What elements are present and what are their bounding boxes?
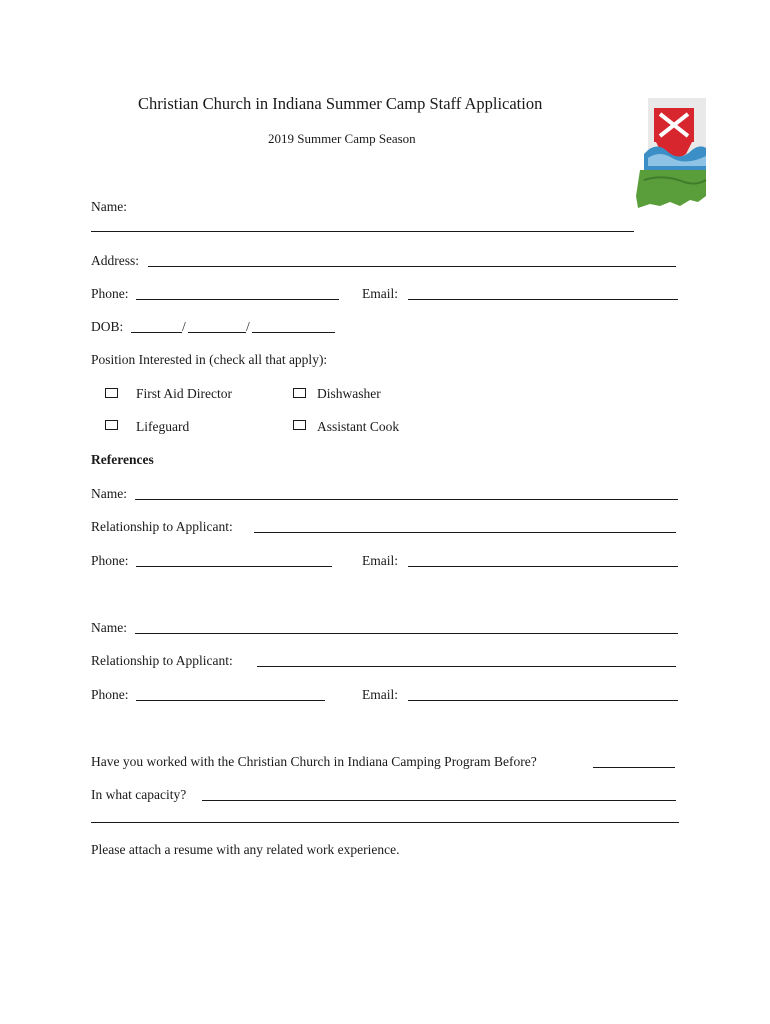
checkbox-dishwasher[interactable] [293, 388, 306, 398]
ref1-email-field[interactable] [408, 566, 678, 567]
phone-label: Phone: [91, 286, 129, 301]
capacity-field-continued[interactable] [91, 822, 679, 823]
dob-label: DOB: [91, 319, 124, 334]
option-label: First Aid Director [136, 386, 232, 401]
address-label: Address: [91, 253, 139, 268]
dob-month-field[interactable] [131, 332, 182, 333]
capacity-question: In what capacity? [91, 787, 187, 802]
ref2-email-label: Email: [362, 687, 398, 702]
dob-year-field[interactable] [252, 332, 335, 333]
ref2-name-label: Name: [91, 620, 127, 635]
ref1-phone-label: Phone: [91, 553, 129, 568]
checkbox-lifeguard[interactable] [105, 420, 118, 430]
church-logo [634, 96, 710, 212]
ref2-phone-label: Phone: [91, 687, 129, 702]
ref1-name-label: Name: [91, 486, 127, 501]
worked-before-question: Have you worked with the Christian Church in Indiana Camping Program Before? [91, 754, 537, 769]
option-label: Assistant Cook [317, 419, 400, 434]
ref2-relationship-label: Relationship to Applicant: [91, 653, 233, 668]
ref1-relationship-label: Relationship to Applicant: [91, 519, 233, 534]
checkbox-assistant-cook[interactable] [293, 420, 306, 430]
option-label: Dishwasher [317, 386, 381, 401]
page-subtitle: 2019 Summer Camp Season [268, 131, 416, 146]
ref2-phone-field[interactable] [136, 700, 325, 701]
page-title: Christian Church in Indiana Summer Camp Staff Application [138, 94, 543, 113]
references-heading: References [91, 452, 154, 467]
phone-field[interactable] [136, 299, 339, 300]
email-label: Email: [362, 286, 398, 301]
dob-separator: / [246, 319, 250, 334]
worked-before-field[interactable] [593, 767, 675, 768]
ref1-name-field[interactable] [135, 499, 678, 500]
ref1-relationship-field[interactable] [254, 532, 676, 533]
ref1-email-label: Email: [362, 553, 398, 568]
name-field[interactable] [91, 231, 634, 232]
dob-day-field[interactable] [188, 332, 246, 333]
checkbox-first-aid-director[interactable] [105, 388, 118, 398]
address-field[interactable] [148, 266, 676, 267]
option-label: Lifeguard [136, 419, 190, 434]
dob-separator: / [182, 319, 186, 334]
capacity-field[interactable] [202, 800, 676, 801]
ref2-name-field[interactable] [135, 633, 678, 634]
email-field[interactable] [408, 299, 678, 300]
ref2-email-field[interactable] [408, 700, 678, 701]
resume-note: Please attach a resume with any related work experience. [91, 842, 400, 857]
positions-prompt: Position Interested in (check all that apply): [91, 352, 328, 367]
ref1-phone-field[interactable] [136, 566, 332, 567]
ref2-relationship-field[interactable] [257, 666, 676, 667]
name-label: Name: [91, 199, 127, 214]
